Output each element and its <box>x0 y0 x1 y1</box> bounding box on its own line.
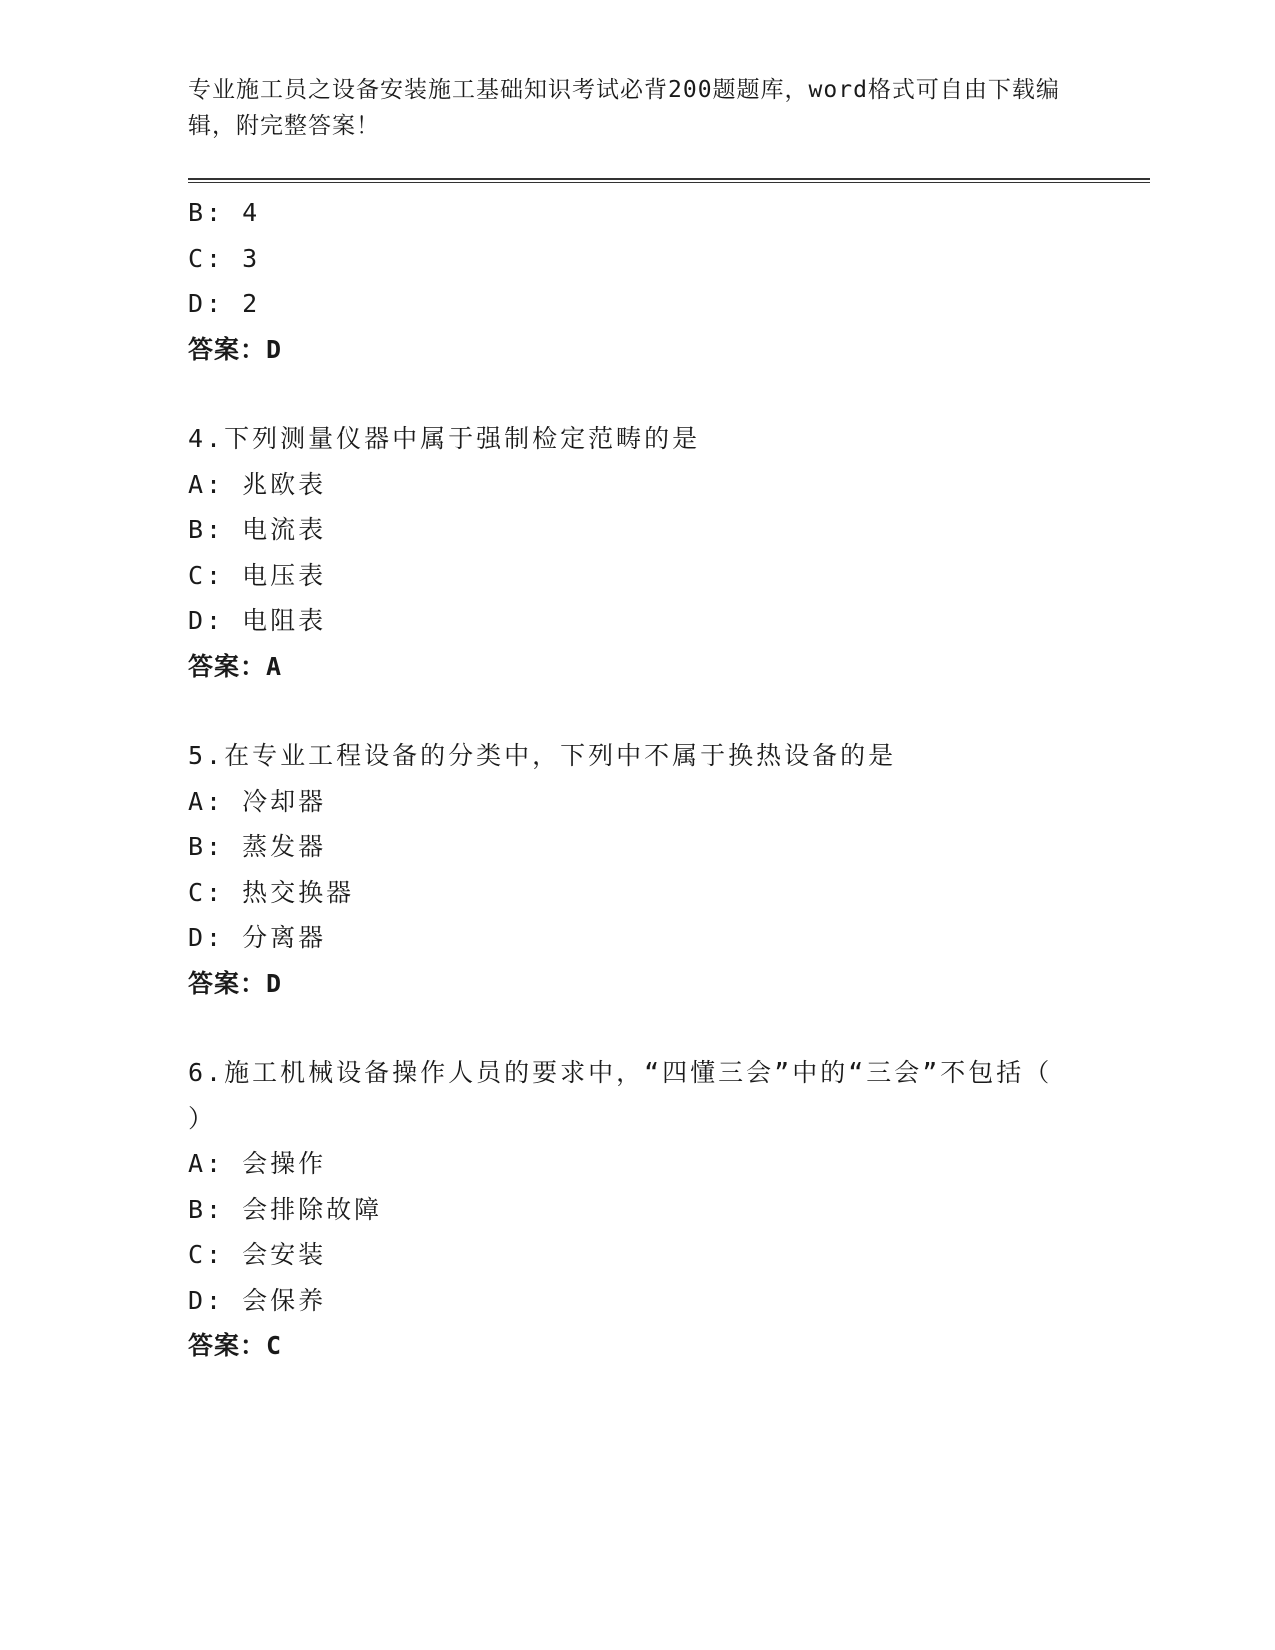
question-text: 6.施工机械设备操作人员的要求中，“四懂三会”中的“三会”不包括（ ） <box>188 1058 1053 1133</box>
option-b: B: 电流表 <box>188 515 327 544</box>
option-d: D: 会保养 <box>188 1285 327 1315</box>
option-a: A: 兆欧表 <box>188 469 327 499</box>
option-b: B: 4 <box>188 198 261 227</box>
option-a: A: 冷却器 <box>188 786 327 816</box>
answer-line: 答案：D <box>188 334 283 364</box>
answer-line: 答案：C <box>188 1331 283 1360</box>
question-text: 5.在专业工程设备的分类中，下列中不属于换热设备的是 <box>188 741 897 770</box>
option-c: C: 3 <box>188 243 261 273</box>
question-text: 4.下列测量仪器中属于强制检定范畴的是 <box>188 424 701 453</box>
answer-line: 答案：A <box>188 651 283 681</box>
answer-line: 答案：D <box>188 968 283 998</box>
question-block <box>188 1050 1148 1369</box>
option-b: B: 蒸发器 <box>188 832 327 861</box>
header-divider <box>188 178 1150 183</box>
question-block <box>188 733 1148 1006</box>
option-c: C: 电压表 <box>188 560 327 590</box>
option-a: A: 会操作 <box>188 1149 327 1178</box>
option-d: D: 电阻表 <box>188 606 327 635</box>
document-header: 专业施工员之设备安装施工基础知识考试必背200题题库，word格式可自由下载编辑，附完整答案！ <box>188 77 1060 139</box>
option-b: B: 会排除故障 <box>188 1194 383 1224</box>
option-d: D: 2 <box>188 289 261 318</box>
question-block <box>188 190 1148 372</box>
option-d: D: 分离器 <box>188 923 327 952</box>
question-list <box>188 190 1148 1369</box>
option-c: C: 热交换器 <box>188 877 355 907</box>
option-c: C: 会安装 <box>188 1240 327 1269</box>
question-block <box>188 416 1148 689</box>
